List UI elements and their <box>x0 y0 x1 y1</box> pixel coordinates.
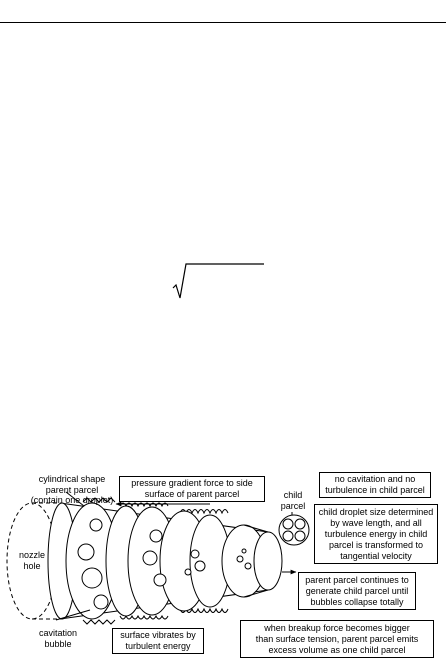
child-droplet-size-box: child droplet size determined by wave length, and all turbulence energy in child parcel is transformed to tangential velocity <box>314 504 438 564</box>
nozzle-hole-label: nozzle hole <box>18 550 45 571</box>
parent-continues-box: parent parcel continues to generate child parcel until bubbles collapse totally <box>298 572 416 610</box>
child-parcel-label: child parcel <box>280 490 306 511</box>
pressure-gradient-box: pressure gradient force to side surface of parent parcel <box>119 476 265 502</box>
square-root-symbol <box>172 262 264 302</box>
cavitation-bubble-label: cavitation bubble <box>38 628 78 649</box>
breakup-model-diagram <box>0 460 446 662</box>
no-cavitation-box: no cavitation and no turbulence in child parcel <box>319 472 431 498</box>
parent-parcel-label: cylindrical shape parent parcel (contain one droplet) <box>30 474 114 505</box>
surface-vibrates-box: surface vibrates by turbulent energy <box>112 628 204 654</box>
header-rule <box>0 22 446 23</box>
breakup-force-box: when breakup force becomes bigger than surface tension, parent parcel emits excess volume as one child parcel <box>240 620 434 658</box>
